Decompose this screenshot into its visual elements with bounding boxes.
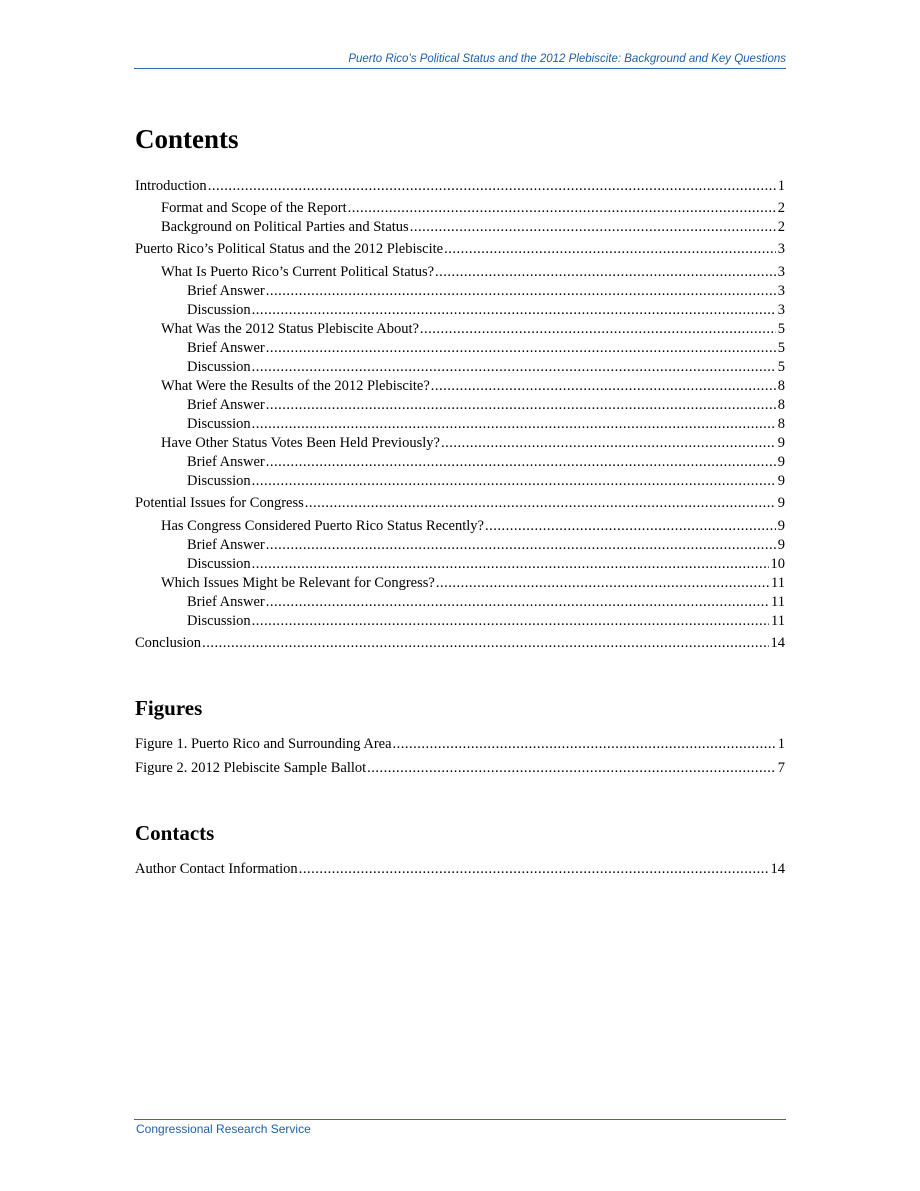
toc-entry-page-number: 3 [777, 302, 785, 318]
toc-entry[interactable] [187, 415, 785, 434]
toc-entry-page-number: 8 [777, 378, 785, 394]
toc-entry-page-number: 8 [777, 397, 785, 413]
toc-dot-leader [305, 494, 776, 513]
toc-entry-page-number: 11 [771, 613, 785, 629]
toc-entry-title: Author Contact Information [135, 861, 298, 877]
toc-entry-page-number: 11 [771, 594, 785, 610]
toc-dot-leader [431, 377, 776, 396]
toc-entry-page-number: 8 [777, 416, 785, 432]
toc-entry-page-number: 14 [770, 635, 785, 651]
toc-dot-leader [252, 415, 776, 434]
toc-entry-page-number: 3 [777, 241, 785, 257]
toc-entry-title: Brief Answer [187, 397, 265, 413]
toc-entry[interactable] [161, 434, 785, 453]
toc-entry-page-number: 11 [771, 575, 785, 591]
toc-dot-leader [435, 263, 776, 282]
toc-entry[interactable] [187, 593, 785, 612]
toc-entry[interactable] [187, 536, 785, 555]
toc-entry[interactable] [161, 517, 785, 536]
toc-entry[interactable] [135, 759, 785, 778]
toc-entry-page-number: 9 [777, 435, 785, 451]
toc-entry-page-number: 2 [777, 219, 785, 235]
footer-divider [134, 1119, 786, 1120]
toc-entry-page-number: 3 [777, 283, 785, 299]
header-divider [134, 68, 786, 69]
toc-dot-leader [348, 199, 776, 218]
toc-entry-title: Potential Issues for Congress [135, 495, 304, 511]
toc-entry[interactable] [187, 282, 785, 301]
toc-entry-title: Figure 1. Puerto Rico and Surrounding Area [135, 736, 392, 752]
toc-entry[interactable] [135, 860, 785, 879]
toc-entry[interactable] [187, 612, 785, 631]
toc-entry-title: Discussion [187, 556, 251, 572]
toc-entry-title: What Is Puerto Rico’s Current Political Status? [161, 264, 435, 280]
toc-dot-leader [202, 634, 768, 653]
contacts-heading: Contacts [135, 821, 215, 845]
toc-entry-page-number: 5 [777, 359, 785, 375]
toc-dot-leader [485, 517, 776, 536]
toc-entry[interactable] [135, 494, 785, 513]
toc-dot-leader [266, 396, 776, 415]
toc-entry[interactable] [161, 320, 785, 339]
toc-entry-page-number: 9 [777, 495, 785, 511]
footer-organization: Congressional Research Service [136, 1122, 311, 1136]
toc-dot-leader [208, 177, 776, 196]
figures-heading: Figures [135, 696, 203, 720]
toc-entry-title: Which Issues Might be Relevant for Congress? [161, 575, 435, 591]
toc-dot-leader [252, 358, 776, 377]
toc-entry-title: Background on Political Parties and Status [161, 219, 409, 235]
toc-dot-leader [444, 240, 776, 259]
toc-entry-title: Discussion [187, 416, 251, 432]
toc-dot-leader [266, 536, 776, 555]
toc-entry-page-number: 2 [777, 200, 785, 216]
toc-entry-title: Discussion [187, 359, 251, 375]
toc-dot-leader [441, 434, 776, 453]
toc-entry-page-number: 1 [777, 736, 785, 752]
toc-entry[interactable] [161, 263, 785, 282]
toc-dot-leader [252, 555, 769, 574]
toc-entry-title: Discussion [187, 473, 251, 489]
toc-dot-leader [299, 860, 769, 879]
toc-entry[interactable] [187, 453, 785, 472]
toc-dot-leader [266, 282, 776, 301]
toc-dot-leader [266, 339, 776, 358]
toc-entry-title: What Was the 2012 Status Plebiscite About? [161, 321, 419, 337]
toc-entry[interactable] [187, 396, 785, 415]
toc-entry-page-number: 1 [777, 178, 785, 194]
toc-entry-title: What Were the Results of the 2012 Plebiscite? [161, 378, 430, 394]
toc-dot-leader [252, 472, 776, 491]
toc-entry[interactable] [161, 218, 785, 237]
toc-entry-title: Brief Answer [187, 454, 265, 470]
contents-heading: Contents [135, 124, 239, 154]
toc-entry-title: Conclusion [135, 635, 202, 651]
toc-entry-page-number: 9 [777, 473, 785, 489]
toc-entry-page-number: 9 [777, 454, 785, 470]
toc-entry-title: Introduction [135, 178, 207, 194]
toc-entry[interactable] [187, 301, 785, 320]
toc-entry-page-number: 7 [777, 760, 785, 776]
toc-entry-page-number: 3 [777, 264, 785, 280]
toc-entry[interactable] [161, 377, 785, 396]
toc-dot-leader [266, 453, 776, 472]
toc-dot-leader [436, 574, 769, 593]
toc-entry-page-number: 14 [770, 861, 785, 877]
toc-entry[interactable] [135, 240, 785, 259]
toc-entry[interactable] [135, 177, 785, 196]
toc-entry[interactable] [161, 574, 785, 593]
toc-entry-title: Puerto Rico’s Political Status and the 2012 Plebiscite [135, 241, 444, 257]
toc-entry[interactable] [135, 735, 785, 754]
toc-entry[interactable] [187, 358, 785, 377]
toc-entry-title: Brief Answer [187, 283, 265, 299]
toc-entry-title: Figure 2. 2012 Plebiscite Sample Ballot [135, 760, 367, 776]
toc-entry-title: Brief Answer [187, 340, 265, 356]
toc-entry[interactable] [161, 199, 785, 218]
running-header-title: Puerto Rico’s Political Status and the 2012 Plebiscite: Background and Key Questions [348, 53, 786, 65]
toc-entry-title: Brief Answer [187, 537, 265, 553]
toc-entry-page-number: 9 [777, 537, 785, 553]
toc-entry-page-number: 10 [770, 556, 785, 572]
toc-dot-leader [252, 301, 776, 320]
toc-entry-title: Format and Scope of the Report [161, 200, 347, 216]
toc-entry-title: Discussion [187, 302, 251, 318]
toc-dot-leader [252, 612, 769, 631]
toc-dot-leader [266, 593, 769, 612]
toc-dot-leader [410, 218, 776, 237]
toc-entry-title: Discussion [187, 613, 251, 629]
toc-entry-page-number: 9 [777, 518, 785, 534]
toc-entry[interactable] [187, 472, 785, 491]
toc-entry-page-number: 5 [777, 321, 785, 337]
toc-entry-title: Brief Answer [187, 594, 265, 610]
toc-entry[interactable] [187, 339, 785, 358]
toc-entry-title: Have Other Status Votes Been Held Previously? [161, 435, 440, 451]
toc-dot-leader [393, 735, 776, 754]
toc-entry[interactable] [187, 555, 785, 574]
toc-entry-title: Has Congress Considered Puerto Rico Status Recently? [161, 518, 484, 534]
toc-dot-leader [420, 320, 776, 339]
toc-entry-page-number: 5 [777, 340, 785, 356]
toc-dot-leader [367, 759, 776, 778]
toc-entry[interactable] [135, 634, 785, 653]
